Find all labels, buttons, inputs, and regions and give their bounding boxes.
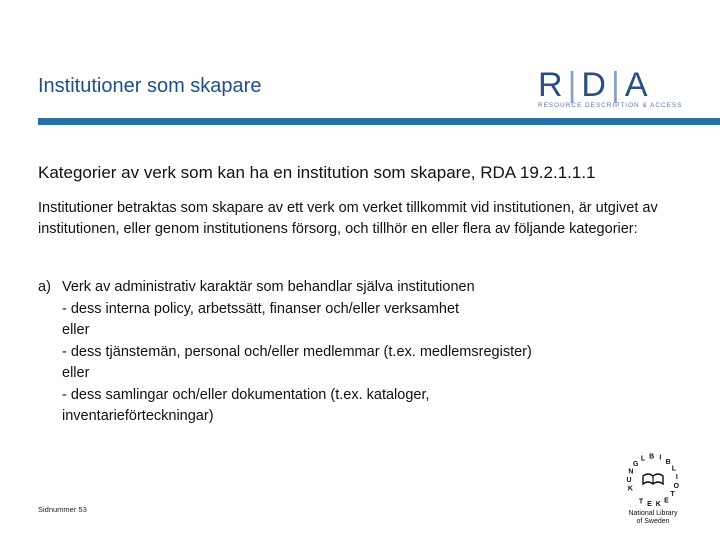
list-line: Verk av administrativ karaktär som behandlar själva institutionen: [62, 279, 475, 295]
slide-title: Institutioner som skapare: [38, 75, 262, 97]
section-heading: Kategorier av verk som kan ha en institution som skapare, RDA 19.2.1.1.1: [38, 163, 596, 182]
seal-letter: N: [628, 468, 634, 476]
list-line: eller: [62, 322, 90, 338]
seal-letter: K: [655, 500, 661, 508]
kb-name-line1: National Library: [628, 510, 678, 517]
kb-seal-icon: [621, 450, 685, 510]
rda-logo-tagline: RESOURCE DESCRIPTION & ACCESS: [538, 102, 683, 109]
kb-logo: [616, 450, 690, 526]
rda-logo-r: R: [538, 66, 565, 104]
seal-letter: B: [665, 458, 671, 466]
seal-letter: L: [671, 465, 677, 473]
title-divider: [38, 118, 720, 125]
list-line: - dess interna policy, arbetssätt, finanser och/eller verksamhet: [62, 300, 460, 317]
seal-letter: B: [649, 453, 655, 461]
category-list: [38, 277, 678, 428]
seal-letter: E: [647, 501, 652, 509]
seal-letter: G: [632, 460, 639, 468]
intro-paragraph: Institutioner betraktas som skapare av ett verk om verket tillkommit vid institutionen, är utgivet av institutionen, eller genom institutionens försorg, och tillhör en eller flera av följande kategorier:: [38, 200, 658, 237]
list-line: - dess samlingar och/eller dokumentation (t.ex. kataloger,: [62, 386, 430, 403]
seal-letter: O: [673, 483, 680, 490]
seal-letter: I: [675, 474, 678, 482]
list-line: eller: [62, 365, 90, 381]
seal-letter: E: [664, 497, 669, 505]
seal-letter: I: [659, 454, 662, 462]
seal-letter: L: [640, 455, 646, 463]
seal-letter: T: [638, 498, 644, 506]
rda-logo: [538, 66, 683, 109]
rda-logo-letters: R|D|A: [538, 66, 650, 104]
seal-letter: T: [670, 491, 675, 499]
rda-logo-d: D: [581, 66, 608, 104]
list-item-body: [62, 277, 532, 428]
seal-letter: U: [626, 476, 632, 484]
seal-letter: K: [627, 485, 633, 493]
page-number: Sidnummer 53: [38, 505, 87, 514]
kb-name-line2: of Sweden: [636, 518, 670, 525]
list-marker: a): [38, 279, 51, 295]
list-line: inventarieförteckningar): [62, 408, 214, 424]
rda-logo-a: A: [624, 66, 650, 104]
list-item: [38, 277, 678, 428]
list-line: - dess tjänstemän, personal och/eller medlemmar (t.ex. medlemsregister): [62, 343, 532, 360]
